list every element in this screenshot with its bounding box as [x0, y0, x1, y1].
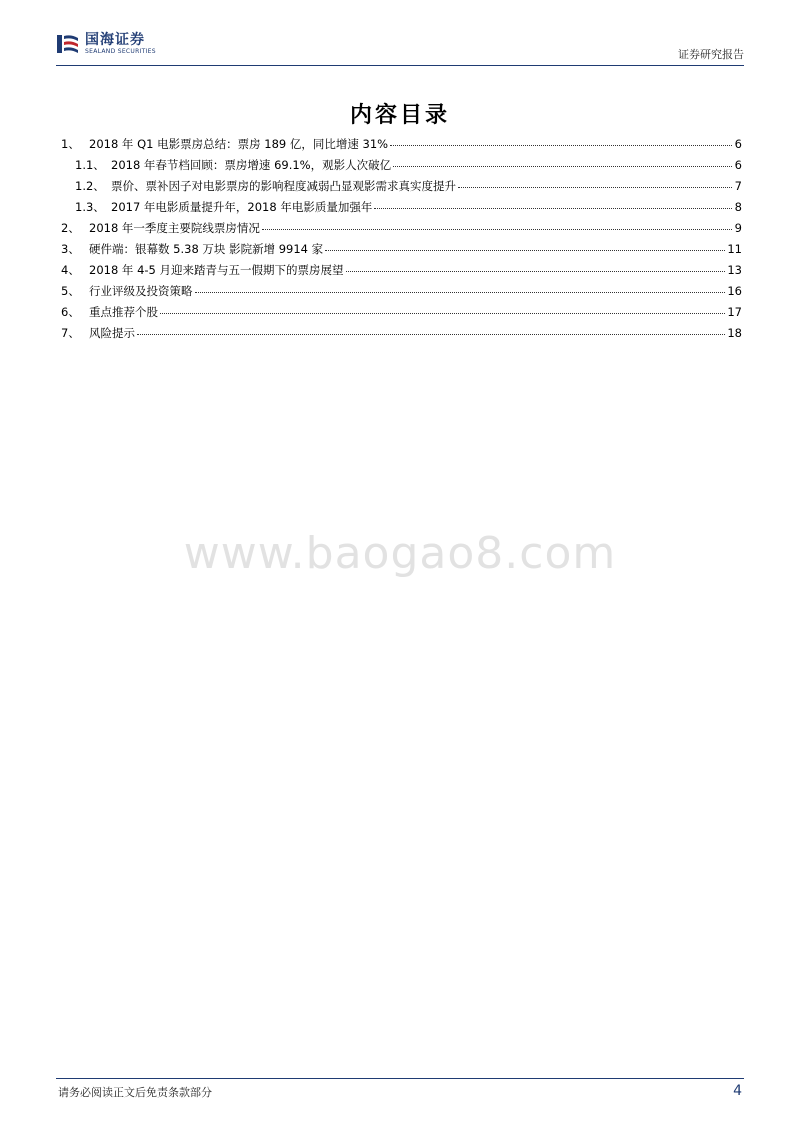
toc-dot-leader: [160, 312, 725, 314]
toc-dot-leader: [325, 249, 725, 251]
toc-entry-number: 1、: [61, 137, 80, 151]
toc-entry-page: 8: [734, 200, 742, 214]
toc-entry[interactable]: [61, 136, 742, 157]
company-logo: [56, 32, 156, 56]
toc-entry-label: 行业评级及投资策略: [89, 284, 193, 298]
report-type-label: 证券研究报告: [678, 48, 744, 61]
toc-entry-page: 13: [727, 263, 742, 277]
toc-entry-number: 1.1、: [75, 158, 105, 172]
page-header: [56, 30, 744, 64]
toc-entry-number: 6、: [61, 305, 80, 319]
header-divider: [56, 65, 744, 66]
toc-entry[interactable]: [61, 199, 742, 220]
toc-entry-number: 2、: [61, 221, 80, 235]
toc-entry-page: 7: [734, 179, 742, 193]
toc-dot-leader: [374, 207, 732, 209]
page-number: 4: [733, 1083, 742, 1099]
toc-entry[interactable]: [61, 283, 742, 304]
toc-dot-leader: [458, 186, 732, 188]
toc-entry-number: 5、: [61, 284, 80, 298]
toc-entry[interactable]: [61, 241, 742, 262]
toc-dot-leader: [137, 333, 725, 335]
toc-entry-label: 2017 年电影质量提升年，2018 年电影质量加强年: [111, 200, 373, 214]
toc-entry-page: 11: [727, 242, 742, 256]
toc-entry[interactable]: [61, 178, 742, 199]
toc-entry-label: 2018 年春节档回顾：票房增速 69.1%，观影人次破亿: [111, 158, 392, 172]
toc-entry-label: 2018 年一季度主要院线票房情况: [89, 221, 260, 235]
toc-entry-label: 票价、票补因子对电影票房的影响程度减弱凸显观影需求真实度提升: [111, 179, 456, 193]
toc-entry-label: 重点推荐个股: [89, 305, 158, 319]
toc-dot-leader: [393, 165, 732, 167]
logo-cn-text: 国海证券: [85, 31, 145, 48]
toc-entry-page: 17: [727, 305, 742, 319]
toc-entry-page: 16: [727, 284, 742, 298]
toc-dot-leader: [390, 144, 732, 146]
toc-entry-page: 18: [727, 326, 742, 340]
toc-entry-label: 2018 年 Q1 电影票房总结：票房 189 亿，同比增速 31%: [89, 137, 389, 151]
footer-divider: [56, 1078, 744, 1079]
toc-entry-label: 2018 年 4-5 月迎来踏青与五一假期下的票房展望: [89, 263, 344, 277]
toc-title: 内容目录: [349, 102, 450, 128]
toc-entry-number: 1.3、: [75, 200, 105, 214]
toc-entry-number: 1.2、: [75, 179, 105, 193]
watermark: www.baogao8.com: [183, 528, 617, 579]
toc-dot-leader: [262, 228, 732, 230]
toc-entry[interactable]: [61, 325, 742, 346]
table-of-contents: [61, 136, 742, 346]
footer-disclaimer: 请务必阅读正文后免责条款部分: [58, 1086, 212, 1099]
toc-entry[interactable]: [61, 220, 742, 241]
toc-entry[interactable]: [61, 157, 742, 178]
toc-entry-label: 风险提示: [89, 326, 135, 340]
toc-entry-number: 7、: [61, 326, 80, 340]
toc-entry-number: 3、: [61, 242, 80, 256]
toc-dot-leader: [195, 291, 726, 293]
toc-entry-page: 9: [734, 221, 742, 235]
toc-dot-leader: [346, 270, 726, 272]
toc-entry-number: 4、: [61, 263, 80, 277]
toc-entry-page: 6: [734, 158, 742, 172]
logo-en-text: SEALAND SECURITIES: [85, 47, 156, 55]
toc-entry-page: 6: [734, 137, 742, 151]
sealand-logo-icon: [56, 32, 80, 56]
toc-entry[interactable]: [61, 262, 742, 283]
toc-entry[interactable]: [61, 304, 742, 325]
toc-entry-label: 硬件端：银幕数 5.38 万块 影院新增 9914 家: [89, 242, 324, 256]
